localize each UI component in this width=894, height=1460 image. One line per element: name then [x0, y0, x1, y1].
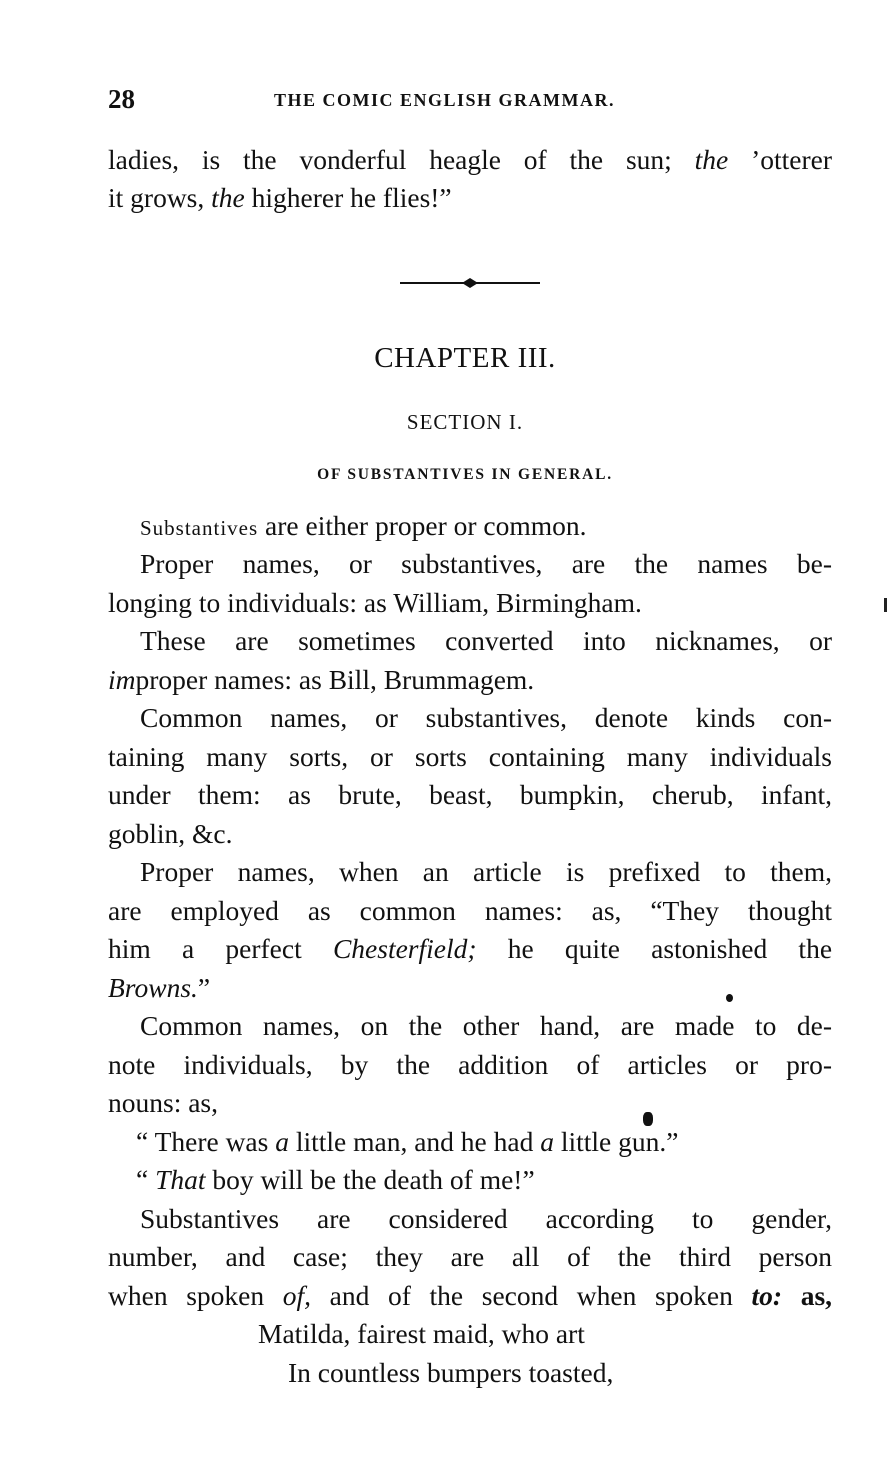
text-line: goblin, &c.	[108, 818, 233, 849]
text-line: These are sometimes converted into nicknames, or	[140, 625, 832, 656]
text-line: Proper names, or substantives, are the names be-	[140, 548, 832, 579]
text-line: Substantives are either proper or common.	[140, 510, 587, 541]
verse-line: Matilda, fairest maid, who art	[258, 1318, 585, 1349]
quotation-line: “ There was a little man, and he had a little gun.”	[136, 1126, 679, 1157]
text-line: note individuals, by the addition of articles or pro-	[108, 1049, 832, 1080]
text-line: nouns: as,	[108, 1087, 218, 1118]
text-line: him a perfect Chesterfield; he quite astonished the	[108, 933, 833, 964]
chapter-title: CHAPTER III.	[374, 342, 556, 374]
text-line: under them: as brute, beast, bumpkin, cherub, infant,	[108, 779, 832, 810]
page-number: 28	[108, 84, 135, 114]
text-line: number, and case; they are all of the third person	[108, 1241, 832, 1272]
section-subtitle: OF SUBSTANTIVES IN GENERAL.	[317, 466, 613, 483]
page-edge-mark	[884, 598, 887, 612]
text-line: Substantives are considered according to gender,	[140, 1203, 832, 1234]
text-line: longing to individuals: as William, Birmingham.	[108, 587, 642, 618]
text-line: taining many sorts, or sorts containing many individuals	[108, 741, 832, 772]
text-line: Common names, on the other hand, are made to de-	[140, 1010, 832, 1041]
text-line: Common names, or substantives, denote kinds con-	[140, 702, 832, 733]
verse-line: In countless bumpers toasted,	[288, 1357, 614, 1388]
ornament-divider	[400, 276, 540, 290]
text-line: improper names: as Bill, Brummagem.	[108, 664, 535, 695]
ink-speck	[643, 1112, 653, 1126]
text-line: ladies, is the vonderful heagle of the sun; the ’otterer	[108, 144, 833, 175]
text-line: it grows, the higherer he flies!”	[108, 182, 452, 213]
ink-speck	[726, 994, 733, 1002]
text-line: Proper names, when an article is prefixed to them,	[140, 856, 832, 887]
quotation-line: “ That boy will be the death of me!”	[136, 1164, 535, 1195]
page-header	[108, 84, 832, 124]
text-line: when spoken of, and of the second when spoken to: as,	[108, 1280, 833, 1311]
running-head: THE COMIC ENGLISH GRAMMAR.	[274, 90, 616, 110]
section-title: SECTION I.	[406, 410, 524, 434]
text-line: are employed as common names: as, “They thought	[108, 895, 832, 926]
text-line: Browns.”	[108, 972, 211, 1003]
